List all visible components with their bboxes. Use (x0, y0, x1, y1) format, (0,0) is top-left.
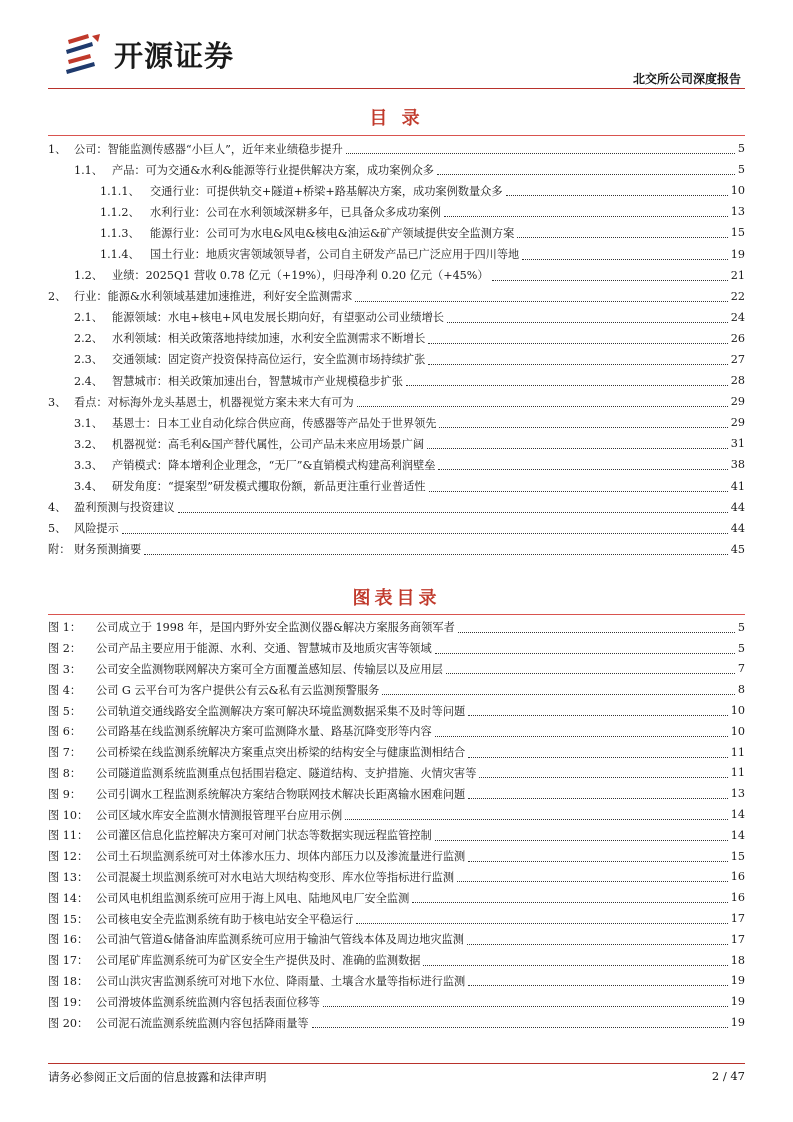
toc-entry-page: 44 (730, 500, 745, 514)
toc-entry-text: 基恩士：日本工业自动化综合供应商，传感器等产品处于世界领先 (112, 416, 437, 430)
toc-entry[interactable] (48, 349, 745, 370)
toc-entry-text: 国土行业：地质灾害领域领导者，公司自主研发产品已广泛应用于四川等地 (150, 248, 520, 262)
dot-leader (479, 777, 727, 778)
figure-entry-page: 8 (737, 683, 745, 697)
toc-title: 目 录 (369, 108, 424, 129)
toc-entry[interactable] (48, 265, 745, 286)
figure-entry-label: 图 5： (48, 704, 82, 718)
toc-entry-text: 水利行业：公司在水利领域深耕多年，已具备众多成功案例 (150, 205, 441, 219)
figure-entry[interactable] (48, 700, 745, 721)
figure-entry-label: 图 19： (48, 995, 89, 1009)
toc-entry-number: 3、 (48, 395, 67, 409)
figure-entry-label: 图 3： (48, 662, 82, 676)
figure-entry-label: 图 18： (48, 974, 89, 988)
figure-entry-page: 16 (730, 891, 745, 905)
toc-entry[interactable] (48, 286, 745, 307)
dot-leader (438, 469, 727, 470)
toc-entry-number: 1.1.3、 (100, 226, 140, 240)
figure-entry-text: 公司引调水工程监测系统解决方案结合物联网技术解决长距离输水困难问题 (96, 787, 466, 801)
figure-entry[interactable] (48, 929, 745, 950)
page-header (48, 18, 745, 88)
figure-entry-text: 公司 G 云平台可为客户提供公有云&私有云监测预警服务 (96, 683, 380, 697)
figure-entry[interactable] (48, 659, 745, 680)
figure-entry-text: 公司桥梁在线监测系统解决方案重点突出桥梁的结构安全与健康监测相结合 (96, 746, 466, 760)
toc-entry-number: 3.1、 (74, 416, 103, 430)
dot-leader (178, 512, 728, 513)
figure-entry[interactable] (48, 763, 745, 784)
toc-entry-number: 1、 (48, 142, 67, 156)
figure-entry-label: 图 6： (48, 725, 82, 739)
dot-leader (492, 280, 728, 281)
figure-entry-page: 5 (737, 641, 745, 655)
dot-leader (468, 985, 728, 986)
figure-entry-text: 公司灌区信息化监控解决方案可对闸门状态等数据实现远程监管控制 (96, 829, 432, 843)
figure-entry[interactable] (48, 991, 745, 1012)
figure-entry-page: 10 (730, 724, 745, 738)
figure-entry-text: 公司产品主要应用于能源、水利、交通、智慧城市及地质灾害等领域 (96, 642, 432, 656)
toc-entry-number: 2、 (48, 290, 67, 304)
toc-entry-number: 1.1、 (74, 163, 103, 177)
toc-entry-text: 研发角度：“提案型”研发模式攫取份额，新品更注重行业普适性 (112, 480, 426, 494)
toc-entry[interactable] (48, 539, 745, 560)
table-of-contents (48, 138, 745, 560)
dot-leader (468, 861, 728, 862)
toc-entry-page: 24 (730, 310, 745, 324)
toc-entry-page: 21 (730, 268, 745, 282)
dot-leader (427, 448, 728, 449)
figure-entry-page: 19 (730, 974, 745, 988)
figure-entry-page: 14 (730, 808, 745, 822)
figure-entry-page: 19 (730, 1016, 745, 1030)
toc-entry-page: 22 (730, 289, 745, 303)
toc-entry-page: 27 (730, 352, 745, 366)
toc-entry[interactable] (48, 412, 745, 433)
toc-entry-text: 交通领域：固定资产投资保持高位运行，安全监测市场持续扩张 (112, 353, 426, 367)
toc-entry[interactable] (48, 518, 745, 539)
figure-entry-page: 17 (730, 912, 745, 926)
toc-entry-page: 28 (730, 374, 745, 388)
figure-entry-text: 公司隧道监测系统监测重点包括围岩稳定、隧道结构、支护措施、火情灾害等 (96, 766, 477, 780)
brand-logo (62, 30, 272, 78)
dot-leader (423, 965, 727, 966)
figure-entry-label: 图 4： (48, 683, 82, 697)
toc-entry-number: 1.2、 (74, 269, 103, 283)
toc-entry-text: 业绩：2025Q1 营收 0.78 亿元（+19%），归母净利 0.20 亿元（+45%） (112, 269, 489, 283)
figure-entry[interactable] (48, 617, 745, 638)
toc-entry-number: 2.4、 (74, 374, 103, 388)
toc-entry[interactable] (48, 454, 745, 475)
figure-entry-page: 13 (730, 787, 745, 801)
toc-entry[interactable] (48, 201, 745, 222)
dot-leader (144, 554, 728, 555)
toc-entry-page: 31 (730, 437, 745, 451)
toc-entry-number: 附： (48, 543, 71, 557)
footer-disclaimer: 请务必参阅正文后面的信息披露和法律声明 (48, 1070, 267, 1084)
dot-leader (458, 632, 735, 633)
dot-leader (468, 757, 728, 758)
figure-entry-page: 19 (730, 995, 745, 1009)
dot-leader (346, 153, 735, 154)
figure-entry-text: 公司安全监测物联网解决方案可全方面覆盖感知层、传输层以及应用层 (96, 662, 443, 676)
dot-leader (312, 1027, 728, 1028)
toc-entry-text: 财务预测摘要 (74, 543, 142, 557)
figure-entry-text: 公司尾矿库监测系统可为矿区安全生产提供及时、准确的监测数据 (96, 954, 421, 968)
dot-leader (435, 736, 728, 737)
dot-leader (406, 385, 728, 386)
dot-leader (506, 195, 728, 196)
toc-entry-number: 1.1.1、 (100, 184, 140, 198)
dot-leader (122, 533, 728, 534)
dot-leader (435, 653, 735, 654)
toc-entry-text: 盈利预测与投资建议 (74, 501, 175, 515)
toc-entry-number: 2.1、 (74, 311, 103, 325)
figure-entry-label: 图 9： (48, 787, 82, 801)
toc-entry-text: 产品：可为交通&水利&能源等行业提供解决方案，成功案例众多 (112, 163, 434, 177)
toc-entry-page: 41 (730, 479, 745, 493)
figure-entry-label: 图 2： (48, 642, 82, 656)
dot-leader (468, 798, 728, 799)
figure-entry-label: 图 8： (48, 766, 82, 780)
toc-entry-number: 5、 (48, 522, 67, 536)
figure-entry[interactable] (48, 679, 745, 700)
toc-entry[interactable] (48, 391, 745, 412)
figure-entry[interactable] (48, 846, 745, 867)
toc-entry-page: 29 (730, 395, 745, 409)
figure-entry-page: 11 (730, 745, 745, 759)
figure-entry-text: 公司路基在线监测系统解决方案可监测降水量、路基沉降变形等内容 (96, 725, 432, 739)
dot-leader (467, 944, 728, 945)
toc-entry-page: 5 (737, 142, 745, 156)
toc-entry[interactable] (48, 370, 745, 391)
toc-entry-page: 19 (730, 247, 745, 261)
figure-entry-label: 图 20： (48, 1016, 89, 1030)
figure-entry-text: 公司轨道交通线路安全监测解决方案可解决环境监测数据采集不及时等问题 (96, 704, 466, 718)
toc-entry-text: 机器视觉：高毛利&国产替代属性，公司产品未来应用场景广阔 (112, 437, 425, 451)
figure-entry[interactable] (48, 783, 745, 804)
figure-list (48, 617, 745, 1033)
toc-entry[interactable] (48, 307, 745, 328)
toc-entry[interactable] (48, 328, 745, 349)
footer-divider (48, 1063, 745, 1064)
figures-title: 图表目录 (352, 588, 441, 609)
dot-leader (446, 673, 735, 674)
dot-leader (435, 840, 728, 841)
dot-leader (437, 174, 735, 175)
toc-entry-text: 智慧城市：相关政策加速出台，智慧城市产业规模稳步扩张 (112, 374, 403, 388)
dot-leader (517, 237, 727, 238)
toc-entry-number: 3.3、 (74, 458, 103, 472)
dot-leader (323, 1006, 728, 1007)
figure-entry-label: 图 17： (48, 954, 89, 968)
figure-entry[interactable] (48, 1012, 745, 1033)
dot-leader (382, 694, 735, 695)
figure-entry-label: 图 12： (48, 850, 89, 864)
toc-entry[interactable] (48, 433, 745, 454)
figure-entry[interactable] (48, 804, 745, 825)
dot-leader (429, 491, 728, 492)
figure-entry[interactable] (48, 721, 745, 742)
toc-entry-text: 产销模式：降本增利企业理念，“无厂”&直销模式构建高利润壁垒 (112, 458, 436, 472)
dot-leader (356, 923, 727, 924)
header-divider (48, 88, 745, 89)
figure-entry-page: 10 (730, 704, 745, 718)
toc-entry-number: 1.1.4、 (100, 248, 140, 262)
brand-name: 开源证券 (114, 38, 235, 73)
figure-entry-label: 图 7： (48, 746, 82, 760)
toc-entry-number: 1.1.2、 (100, 205, 140, 219)
toc-entry-text: 风险提示 (74, 522, 119, 536)
kaiyuan-logo-icon (62, 30, 106, 78)
figure-entry[interactable] (48, 825, 745, 846)
figure-entry-text: 公司泥石流监测系统监测内容包括降雨量等 (96, 1016, 309, 1030)
toc-entry-number: 2.3、 (74, 353, 103, 367)
toc-entry-text: 行业：能源&水利领域基建加速推进，利好安全监测需求 (74, 290, 353, 304)
dot-leader (444, 216, 728, 217)
figure-entry-page: 7 (737, 662, 745, 676)
toc-entry-number: 2.2、 (74, 332, 103, 346)
figure-entry-page: 18 (730, 953, 745, 967)
dot-leader (428, 364, 727, 365)
figure-entry-text: 公司油气管道&储备油库监测系统可应用于输油气管线本体及周边地灾监测 (96, 933, 464, 947)
figure-entry-page: 14 (730, 828, 745, 842)
toc-entry-text: 交通行业：可提供轨交+隧道+桥梁+路基解决方案，成功案例数量众多 (150, 184, 503, 198)
figure-entry[interactable] (48, 742, 745, 763)
toc-entry-page: 38 (730, 458, 745, 472)
figure-entry-text: 公司核电安全壳监测系统有助于核电站安全平稳运行 (96, 912, 354, 926)
figure-entry-text: 公司土石坝监测系统可对土体渗水压力、坝体内部压力以及渗流量进行监测 (96, 850, 466, 864)
figure-entry[interactable] (48, 971, 745, 992)
toc-entry-page: 5 (737, 163, 745, 177)
dot-leader (412, 902, 727, 903)
figure-entry-text: 公司成立于 1998 年，是国内野外安全监测仪器&解决方案服务商领军者 (96, 621, 455, 635)
figure-entry-text: 公司山洪灾害监测系统可对地下水位、降雨量、土壤含水量等指标进行监测 (96, 974, 466, 988)
toc-entry-text: 能源行业：公司可为水电&风电&核电&油运&矿产领域提供安全监测方案 (150, 226, 515, 240)
toc-entry-number: 4、 (48, 501, 67, 515)
figure-entry-label: 图 1： (48, 621, 82, 635)
figure-entry[interactable] (48, 638, 745, 659)
figure-entry-text: 公司滑坡体监测系统监测内容包括表面位移等 (96, 995, 320, 1009)
figure-entry-page: 15 (730, 849, 745, 863)
toc-entry-page: 15 (730, 226, 745, 240)
toc-entry-text: 水利领域：相关政策落地持续加速，水利安全监测需求不断增长 (112, 332, 426, 346)
dot-leader (447, 322, 728, 323)
figure-entry-page: 11 (730, 766, 745, 780)
figure-entry-page: 5 (737, 620, 745, 634)
toc-entry[interactable] (48, 222, 745, 243)
dot-leader (468, 715, 728, 716)
figure-entry-label: 图 11： (48, 829, 89, 843)
figure-entry-page: 16 (730, 870, 745, 884)
toc-entry[interactable] (48, 138, 745, 159)
dot-leader (439, 427, 727, 428)
figure-entry[interactable] (48, 950, 745, 971)
toc-title-divider (48, 135, 745, 136)
dot-leader (357, 406, 728, 407)
figure-entry-text: 公司区域水库安全监测水情测报管理平台应用示例 (96, 808, 343, 822)
figure-entry[interactable] (48, 867, 745, 888)
page-number: 2 / 47 (711, 1069, 745, 1083)
toc-entry-page: 44 (730, 521, 745, 535)
toc-entry-text: 公司：智能监测传感器“小巨人”，近年来业绩稳步提升 (74, 142, 343, 156)
figure-entry-text: 公司风电机组监测系统可应用于海上风电、陆地风电厂安全监测 (96, 891, 410, 905)
figure-entry[interactable] (48, 887, 745, 908)
figure-entry-label: 图 16： (48, 933, 89, 947)
figure-entry-text: 公司混凝土坝监测系统可对水电站大坝结构变形、库水位等指标进行监测 (96, 870, 455, 884)
toc-entry-page: 10 (730, 184, 745, 198)
toc-entry-page: 29 (730, 416, 745, 430)
toc-entry-number: 3.2、 (74, 437, 103, 451)
toc-entry-number: 3.4、 (74, 480, 103, 494)
figure-entry-label: 图 14： (48, 891, 89, 905)
figure-entry[interactable] (48, 908, 745, 929)
toc-entry-text: 能源领域：水电+核电+风电发展长期向好，有望驱动公司业绩增长 (112, 311, 444, 325)
dot-leader (345, 819, 728, 820)
toc-entry[interactable] (48, 243, 745, 264)
dot-leader (522, 259, 728, 260)
figure-entry-label: 图 15： (48, 912, 89, 926)
figure-entry-label: 图 13： (48, 870, 89, 884)
dot-leader (355, 301, 727, 302)
dot-leader (457, 881, 728, 882)
toc-entry[interactable] (48, 476, 745, 497)
toc-entry[interactable] (48, 159, 745, 180)
toc-entry-text: 看点：对标海外龙头基恩士，机器视觉方案未来大有可为 (74, 395, 354, 409)
figure-entry-page: 17 (730, 932, 745, 946)
dot-leader (428, 343, 727, 344)
toc-entry-page: 26 (730, 331, 745, 345)
report-type: 北交所公司深度报告 (632, 72, 741, 86)
figure-entry-label: 图 10： (48, 808, 89, 822)
figures-title-divider (48, 614, 745, 615)
toc-entry-page: 13 (730, 205, 745, 219)
toc-entry[interactable] (48, 497, 745, 518)
toc-entry-page: 45 (730, 542, 745, 556)
toc-entry[interactable] (48, 180, 745, 201)
